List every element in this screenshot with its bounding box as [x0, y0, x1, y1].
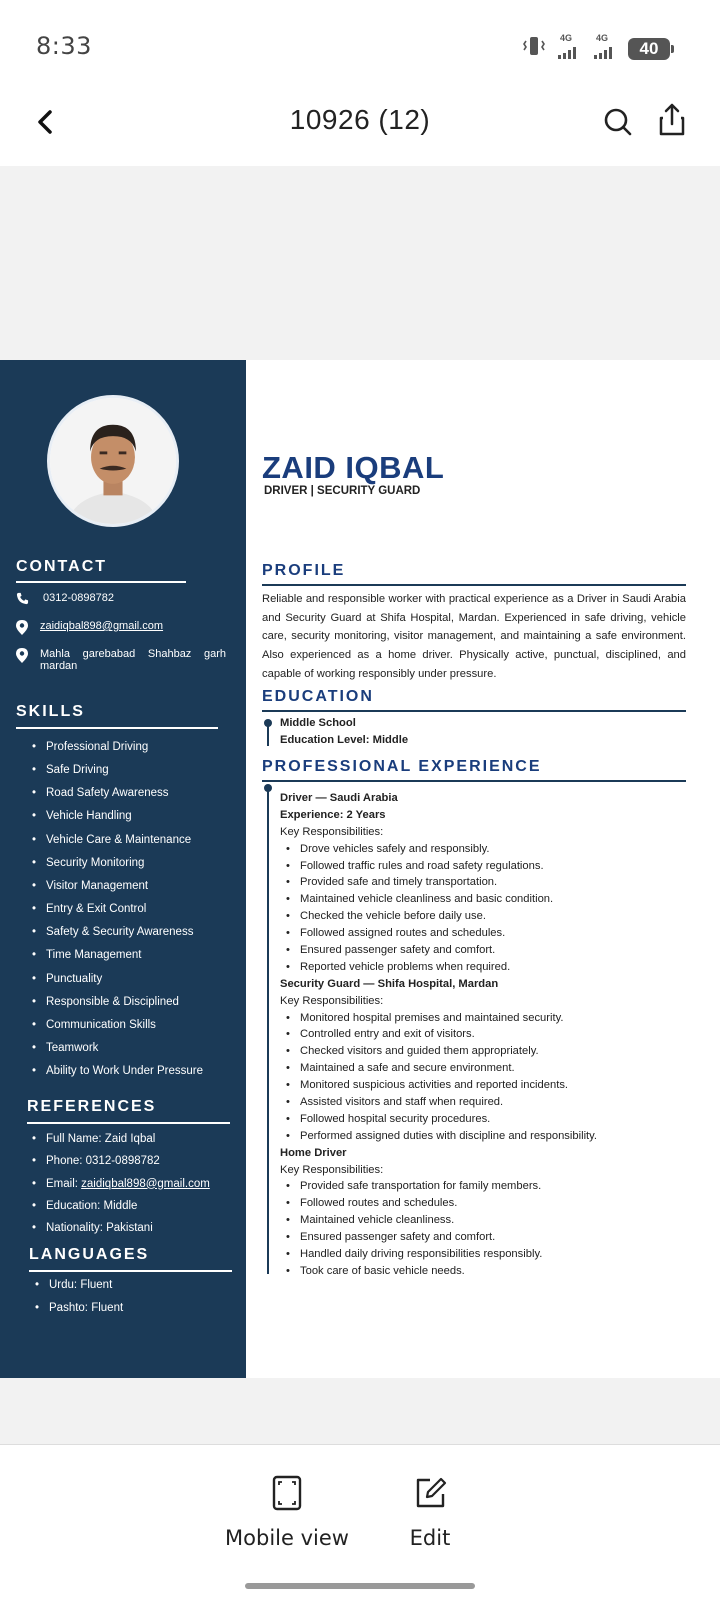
- edit-label: Edit: [409, 1526, 451, 1550]
- language-item: • Urdu: Fluent: [35, 1274, 123, 1297]
- responsibility-item: • Provided safe and timely transportation.: [280, 874, 680, 891]
- email-link[interactable]: zaidiqbal898@gmail.com: [40, 620, 164, 632]
- skill-item: • Vehicle Handling: [32, 805, 203, 828]
- education-heading: EDUCATION: [262, 688, 374, 705]
- responsibility-item: • Monitored suspicious activities and reported incidents.: [280, 1077, 680, 1094]
- skill-item: • Time Management: [32, 944, 203, 967]
- share-button[interactable]: [652, 100, 692, 140]
- resume-name: ZAID IQBAL: [262, 450, 445, 485]
- timeline: [267, 722, 269, 746]
- responsibility-item: • Maintained vehicle cleanliness.: [280, 1212, 680, 1229]
- divider: [16, 581, 186, 583]
- reference-name: • Full Name: Zaid Iqbal: [32, 1128, 210, 1150]
- timeline: [267, 788, 269, 1274]
- share-icon: [652, 100, 692, 140]
- app-header: [0, 90, 720, 166]
- skill-item: • Teamwork: [32, 1037, 203, 1060]
- battery-icon: 40: [628, 38, 670, 60]
- responsibility-item: • Followed traffic rules and road safety regulations.: [280, 858, 680, 875]
- contact-email: [16, 620, 230, 638]
- skill-item: • Ability to Work Under Pressure: [32, 1060, 203, 1083]
- responsibility-item: • Ensured passenger safety and comfort.: [280, 1229, 680, 1246]
- experience-heading: PROFESSIONAL EXPERIENCE: [262, 758, 542, 775]
- skills-heading: SKILLS: [16, 703, 85, 720]
- responsibility-item: • Reported vehicle problems when required.: [280, 959, 680, 976]
- responsibility-item: • Assisted visitors and staff when required.: [280, 1094, 680, 1111]
- document-viewer[interactable]: [0, 166, 720, 1444]
- skill-item: • Security Monitoring: [32, 852, 203, 875]
- responsibility-item: • Checked visitors and guided them appropriately.: [280, 1043, 680, 1060]
- mobile-view-button[interactable]: [220, 1475, 354, 1550]
- responsibility-item: • Handled daily driving responsibilities responsibly.: [280, 1246, 680, 1263]
- skill-item: • Safe Driving: [32, 759, 203, 782]
- edit-icon: [412, 1475, 448, 1511]
- job-experience: Experience: 2 Years: [280, 808, 386, 821]
- document-title: 10926 (12): [289, 104, 431, 135]
- languages-list: [35, 1274, 123, 1320]
- divider: [262, 710, 686, 712]
- bottom-toolbar: [0, 1444, 720, 1600]
- search-button[interactable]: [598, 102, 638, 142]
- phone-icon: [16, 592, 40, 608]
- contact-address: Mahla garebabad Shahbaz garh mardan: [16, 648, 230, 672]
- responsibility-item: • Performed assigned duties with discipline and responsibility.: [280, 1128, 680, 1145]
- resume-sidebar: [0, 360, 246, 1378]
- email-link[interactable]: zaidiqbal898@gmail.com: [81, 1177, 210, 1190]
- edit-button[interactable]: [390, 1475, 470, 1550]
- education-level: Education Level: Middle: [280, 734, 409, 746]
- references-list: [32, 1128, 210, 1239]
- experience-list: [280, 790, 680, 1280]
- key-responsibilities-label: Key Responsibilities:: [280, 1163, 384, 1176]
- skill-item: • Punctuality: [32, 968, 203, 991]
- responsibility-item: • Maintained a safe and secure environment.: [280, 1060, 680, 1077]
- search-icon: [598, 102, 638, 142]
- reference-phone: • Phone: 0312-0898782: [32, 1150, 210, 1172]
- skills-list: [32, 736, 203, 1083]
- contact-heading: CONTACT: [16, 558, 108, 575]
- key-responsibilities-label: Key Responsibilities:: [280, 825, 384, 838]
- divider: [27, 1122, 230, 1124]
- profile-heading: PROFILE: [262, 562, 346, 579]
- reference-nationality: • Nationality: Pakistani: [32, 1217, 210, 1239]
- responsibility-item: • Ensured passenger safety and comfort.: [280, 942, 680, 959]
- contact-phone: 0312-0898782: [16, 592, 230, 608]
- skill-item: • Professional Driving: [32, 736, 203, 759]
- resume-page: [0, 360, 720, 1378]
- responsibility-item: • Followed routes and schedules.: [280, 1195, 680, 1212]
- mobile-view-label: Mobile view: [225, 1526, 349, 1550]
- resume-main: [246, 360, 720, 1378]
- responsibility-item: • Monitored hospital premises and maintained security.: [280, 1010, 680, 1027]
- reference-education: • Education: Middle: [32, 1195, 210, 1217]
- status-bar: [0, 0, 720, 90]
- status-time: 8:33: [36, 32, 92, 60]
- job-title: Driver — Saudi Arabia: [280, 792, 398, 804]
- skill-item: • Safety & Security Awareness: [32, 921, 203, 944]
- resume-role: DRIVER | SECURITY GUARD: [264, 485, 421, 497]
- responsibility-item: • Checked the vehicle before daily use.: [280, 908, 680, 925]
- responsibility-item: • Took care of basic vehicle needs.: [280, 1263, 680, 1280]
- location-pin-icon: [16, 620, 40, 638]
- skill-item: • Entry & Exit Control: [32, 898, 203, 921]
- signal-icon: 4G: [592, 39, 618, 59]
- responsibility-item: • Followed assigned routes and schedules.: [280, 925, 680, 942]
- responsibility-item: • Maintained vehicle cleanliness and basic condition.: [280, 891, 680, 908]
- skill-item: • Communication Skills: [32, 1014, 203, 1037]
- responsibility-item: • Drove vehicles safely and responsibly.: [280, 841, 680, 858]
- profile-text: Reliable and responsible worker with practical experience as a Driver in Saudi Arabia and Security Guard at Shifa Hospital, Mardan. Experienced in safe driving, vehicle care, security monitoring, visitor management, and maintaining a safe environment. Also experienced as a home driver. Physically active, punctual, disciplined, and capable of working responsibly under pressure.: [262, 593, 686, 680]
- status-icons: [522, 32, 670, 62]
- location-pin-icon: [16, 648, 40, 666]
- expand-icon: [269, 1475, 305, 1511]
- skill-item: • Road Safety Awareness: [32, 782, 203, 805]
- skill-item: • Vehicle Care & Maintenance: [32, 829, 203, 852]
- divider: [262, 584, 686, 586]
- job-title: Home Driver: [280, 1146, 347, 1159]
- skill-item: • Visitor Management: [32, 875, 203, 898]
- divider: [16, 727, 218, 729]
- profile-photo: [47, 395, 179, 527]
- divider: [262, 780, 686, 782]
- references-heading: REFERENCES: [27, 1098, 157, 1115]
- divider: [29, 1270, 232, 1272]
- languages-heading: LANGUAGES: [29, 1246, 150, 1263]
- education-school: Middle School: [280, 717, 356, 729]
- key-responsibilities-label: Key Responsibilities:: [280, 994, 384, 1007]
- signal-icon: 4G: [556, 39, 582, 59]
- reference-email: • Email: zaidiqbal898@gmail.com: [32, 1173, 210, 1195]
- responsibility-item: • Controlled entry and exit of visitors.: [280, 1026, 680, 1043]
- language-item: • Pashto: Fluent: [35, 1297, 123, 1320]
- responsibility-item: • Followed hospital security procedures.: [280, 1111, 680, 1128]
- skill-item: • Responsible & Disciplined: [32, 991, 203, 1014]
- responsibility-item: • Provided safe transportation for family members.: [280, 1178, 680, 1195]
- home-indicator[interactable]: [245, 1583, 475, 1589]
- job-title: Security Guard — Shifa Hospital, Mardan: [280, 977, 499, 990]
- vibrate-icon: [522, 35, 546, 62]
